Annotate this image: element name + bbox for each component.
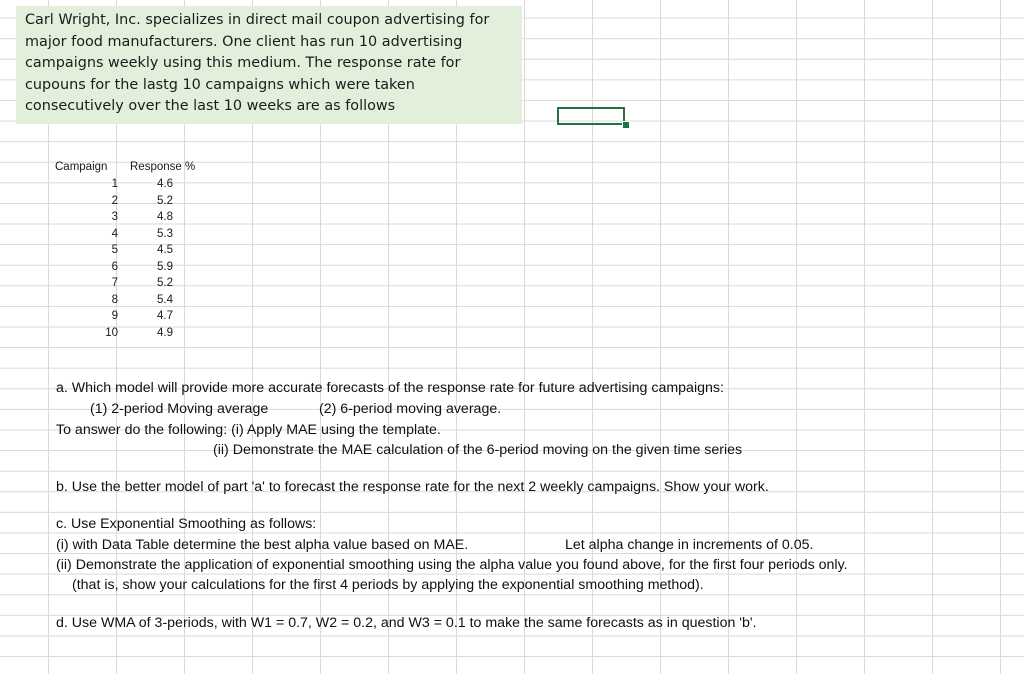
response-cell[interactable]: 5.2 <box>157 194 173 207</box>
question-c-part-2[interactable]: (ii) Demonstrate the application of exponential smoothing using the alpha value you found above, for the first four periods only. <box>56 557 848 573</box>
campaign-cell[interactable]: 8 <box>111 293 118 306</box>
response-cell[interactable]: 5.4 <box>157 293 173 306</box>
question-a-instruction-2[interactable]: (ii) Demonstrate the MAE calculation of the 6-period moving on the given time series <box>213 442 743 458</box>
response-cell[interactable]: 4.6 <box>157 178 173 190</box>
question-a-instruction-1[interactable]: To answer do the following: (i) Apply MAE using the template. <box>56 422 441 438</box>
response-cell[interactable]: 5.2 <box>157 277 173 289</box>
question-d-text[interactable]: d. Use WMA of 3-periods, with W1 = 0.7, W2 = 0.2, and W3 = 0.1 to make the same forecasts as in question 'b'. <box>56 615 757 631</box>
campaign-cell[interactable]: 1 <box>111 178 118 190</box>
campaign-cell[interactable]: 6 <box>111 260 118 273</box>
question-a-option-2[interactable]: (2) 6-period moving average. <box>319 401 502 417</box>
question-a-option-1[interactable]: (1) 2-period Moving average <box>90 401 269 417</box>
problem-intro-cell[interactable] <box>16 6 522 124</box>
campaign-header[interactable]: Campaign <box>55 161 108 173</box>
campaign-cell[interactable]: 7 <box>111 277 118 289</box>
intro-line-4: cupouns for the lastg 10 campaigns which were taken <box>25 76 415 93</box>
response-cell[interactable]: 4.5 <box>157 244 173 256</box>
response-cell[interactable]: 4.7 <box>157 310 173 322</box>
fill-handle[interactable] <box>622 121 630 129</box>
campaign-cell[interactable]: 10 <box>105 326 118 339</box>
campaign-cell[interactable]: 4 <box>111 227 118 240</box>
intro-line-3: campaigns weekly using this medium. The response rate for <box>25 55 461 72</box>
response-cell[interactable]: 5.9 <box>157 260 173 273</box>
question-c-part-1[interactable]: (i) with Data Table determine the best alpha value based on MAE. <box>56 537 469 553</box>
campaign-cell[interactable]: 5 <box>111 244 118 256</box>
campaign-cell[interactable]: 2 <box>111 194 118 207</box>
question-a-text[interactable]: a. Which model will provide more accurate forecasts of the response rate for future advertising campaigns: <box>56 380 724 396</box>
selected-cell[interactable] <box>557 107 625 125</box>
intro-line-5: consecutively over the last 10 weeks are as follows <box>25 98 396 115</box>
campaign-cell[interactable]: 3 <box>111 211 118 223</box>
response-cell[interactable]: 5.3 <box>157 227 173 240</box>
question-c-part-2-note[interactable]: (that is, show your calculations for the first 4 periods by applying the exponential smoothing method). <box>72 577 704 593</box>
intro-line-2: major food manufacturers. One client has run 10 advertising <box>25 33 463 50</box>
question-b-text[interactable]: b. Use the better model of part 'a' to forecast the response rate for the next 2 weekly campaigns. Show your work. <box>56 479 769 495</box>
response-cell[interactable]: 4.8 <box>157 211 173 223</box>
response-cell[interactable]: 4.9 <box>157 326 173 339</box>
response-header[interactable]: Response % <box>130 161 196 173</box>
question-c-alpha-note[interactable]: Let alpha change in increments of 0.05. <box>565 537 814 553</box>
campaign-cell[interactable]: 9 <box>111 310 118 322</box>
intro-line-1: Carl Wright, Inc. specializes in direct mail coupon advertising for <box>25 12 490 28</box>
question-c-text[interactable]: c. Use Exponential Smoothing as follows: <box>56 516 317 532</box>
